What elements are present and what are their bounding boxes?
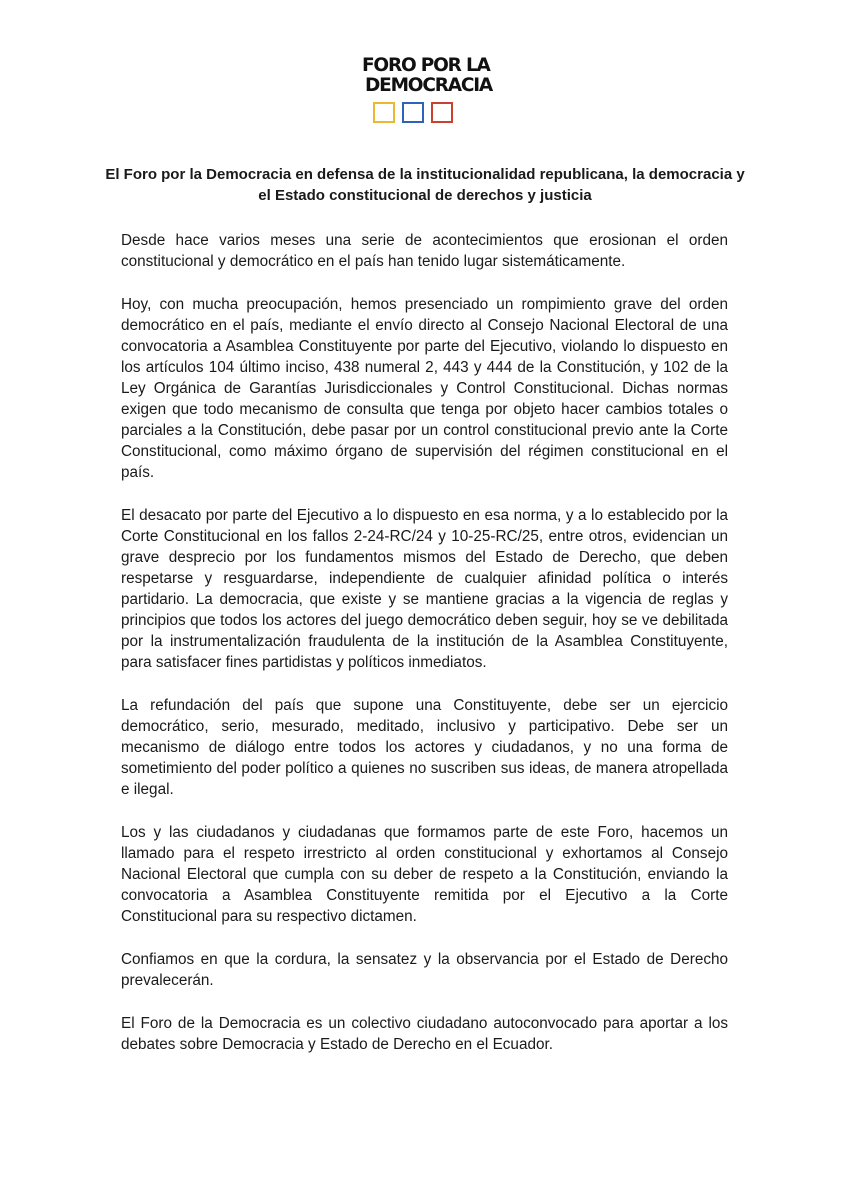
logo-square-blue bbox=[402, 102, 424, 123]
paragraph-7: El Foro de la Democracia es un colectivo ciudadano autoconvocado para aportar a los debates sobre Democracia y Estado de Derecho en el Ecuador. bbox=[121, 1015, 728, 1053]
document-title: El Foro por la Democracia en defensa de la institucionalidad republicana, la democracia y el Estado constitucional de derechos y justicia bbox=[105, 166, 745, 204]
document-body bbox=[121, 230, 728, 1077]
logo-square-red bbox=[431, 102, 453, 123]
logo-squares bbox=[373, 102, 492, 123]
logo-text-line-2: DEMOCRACIA bbox=[365, 75, 493, 96]
paragraph-1: Desde hace varios meses una serie de acontecimientos que erosionan el orden constitucional y democrático en el país han tenido lugar sistemáticamente. bbox=[121, 232, 728, 270]
paragraph-2: Hoy, con mucha preocupación, hemos presenciado un rompimiento grave del orden democrático en el país, mediante el envío directo al Consejo Nacional Electoral de una convocatoria a Asamblea Constituyente por parte del Ejecutivo, violando lo dispuesto en los artículos 104 último inciso, 438 numeral 2, 443 y 444 de la Constitución, y 102 de la Ley Orgánica de Garantías Jurisdiccionales y Control Constitucional. Dichas normas exigen que todo mecanismo de consulta que tenga por objeto hacer cambios totales o parciales a la Constitución, debe pasar por un control constitucional previo ante la Corte Constitucional, como máximo órgano de supervisión del régimen constitucional en el país. bbox=[121, 296, 728, 481]
paragraph-5: Los y las ciudadanos y ciudadanas que formamos parte de este Foro, hacemos un llamado para el respeto irrestricto al orden constitucional y exhortamos al Consejo Nacional Electoral que cumpla con su deber de respeto a la Constitución, enviando la convocatoria a Asamblea Constituyente remitida por el Ejecutivo a la Corte Constitucional para su respectivo dictamen. bbox=[121, 824, 728, 925]
paragraph-4: La refundación del país que supone una Constituyente, debe ser un ejercicio democrático, serio, mesurado, meditado, inclusivo y participativo. Debe ser un mecanismo de diálogo entre todos los actores y ciudadanos, y no una forma de sometimiento del poder político a quienes no suscriben sus ideas, de manera atropellada e ilegal. bbox=[121, 697, 728, 798]
paragraph-3: El desacato por parte del Ejecutivo a lo dispuesto en esa norma, y a lo establecido por la Corte Constitucional en los fallos 2-24-RC/24 y 10-25-RC/25, entre otros, evidencian un grave desprecio por los fundamentos mismos del Estado de Derecho, que deben respetarse y resguardarse, independiente de cualquier afinidad política o interés partidario. La democracia, que existe y se mantiene gracias a la vigencia de reglas y principios que todos los actores del juego democrático deben seguir, hoy se ve debilitada por la instrumentalización fraudulenta de la institución de la Asamblea Constituyente, para satisfacer fines partidistas y políticos inmediatos. bbox=[121, 507, 728, 671]
logo-square-yellow bbox=[373, 102, 395, 123]
logo bbox=[362, 56, 492, 123]
paragraph-6: Confiamos en que la cordura, la sensatez y la observancia por el Estado de Derecho prevalecerán. bbox=[121, 951, 728, 989]
logo-text-line-1: FORO POR LA bbox=[362, 55, 490, 76]
